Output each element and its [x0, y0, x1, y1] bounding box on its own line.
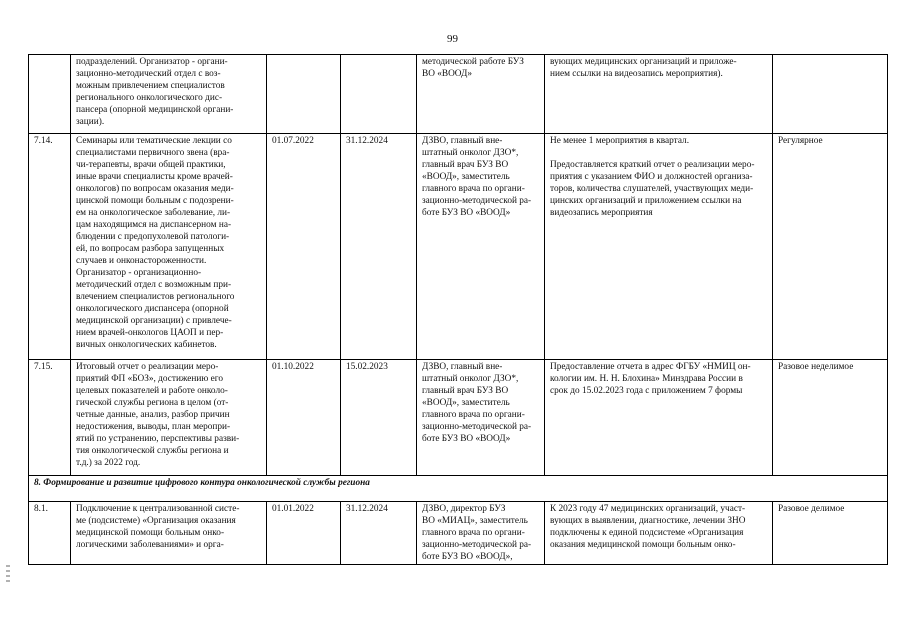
- end-date: 31.12.2024: [341, 502, 417, 565]
- table-row: [29, 55, 888, 134]
- start-date: 01.10.2022: [267, 360, 341, 476]
- executor: ДЗВО, главный вне- штатный онколог ДЗО*, главный врач БУЗ ВО «ВООД», заместитель главного врача по органи- зационно-методической ра- боте БУЗ ВО «ВООД»: [417, 134, 545, 360]
- event-description: подразделений. Организатор - органи- зационно-методический отдел с воз- можным привлечением специалистов регионального онкологического дис- пансера (опорной медицинской органи- зации).: [71, 55, 267, 134]
- page-number: 99: [447, 33, 458, 45]
- executor: ДЗВО, директор БУЗ ВО «МИАЦ», заместитель главного врача по органи- зационно-методической ра- боте БУЗ ВО «ВООД»,: [417, 502, 545, 565]
- section-title: 8. Формирование и развитие цифрового контура онкологической службы региона: [29, 476, 888, 502]
- event-description: Семинары или тематические лекции со специалистами первичного звена (вра- чи-терапевты, врачи общей практики, иные врачи специалисты кроме врачей- онкологов) по вопросам оказания меди- цинской помощи больным с подозрени- ем на онкологическое заболевание, ли- цам находящимся на диспансерном на- блюдении с предопухолевой патологи- ей, по вопросам разбора запущенных случаев и онконастороженности. Организатор - организационно- методический отдел с возможным при- влечением специалистов регионального онкологического диспансера (опорной медицинской организации) с привлече- нием врачей-онкологов ЦАОП и пер- вичных онкологических кабинетов.: [71, 134, 267, 360]
- executor: методической работе БУЗ ВО «ВООД»: [417, 55, 545, 134]
- result: вующих медицинских организаций и приложе- нием ссылки на видеозапись мероприятия).: [545, 55, 773, 134]
- result: К 2023 году 47 медицинских организаций, участ- вующих в выявлении, диагностике, лечении ЗНО подключены к единой подсистеме «Организация оказания медицинской помощи больным онко-: [545, 502, 773, 565]
- event-type: Разовое делимое: [773, 502, 888, 565]
- row-number: 7.14.: [29, 134, 71, 360]
- table-row: [29, 360, 888, 476]
- table-row: [29, 502, 888, 565]
- start-date: 01.01.2022: [267, 502, 341, 565]
- end-date: [341, 55, 417, 134]
- scan-margin-mark: [5, 565, 9, 587]
- start-date: [267, 55, 341, 134]
- result: Предоставление отчета в адрес ФГБУ «НМИЦ он- кологии им. Н. Н. Блохина» Минздрава России в срок до 15.02.2023 года с приложением 7 формы: [545, 360, 773, 476]
- event-type: Разовое неделимое: [773, 360, 888, 476]
- event-type: [773, 55, 888, 134]
- executor: ДЗВО, главный вне- штатный онколог ДЗО*, главный врач БУЗ ВО «ВООД», заместитель главного врача по органи- зационно-методической ра- боте БУЗ ВО «ВООД»: [417, 360, 545, 476]
- event-type: Регулярное: [773, 134, 888, 360]
- event-description: Итоговый отчет о реализации меро- приятий ФП «БОЗ», достижению его целевых показателей и работе онколо- гической службы региона в целом (от- четные данные, анализ, разбор причин недостижения, выводы, план меропри- ятий по устранению, перспективы разви- тия онкологической службы региона и т.д.) за 2022 год.: [71, 360, 267, 476]
- row-number: 8.1.: [29, 502, 71, 565]
- result: Не менее 1 мероприятия в квартал. Предоставляется краткий отчет о реализации меро- приятия с указанием ФИО и должностей организа- торов, количества слушателей, участвующих меди- цинских организаций и приложением ссылки на видеозапись мероприятия: [545, 134, 773, 360]
- end-date: 15.02.2023: [341, 360, 417, 476]
- end-date: 31.12.2024: [341, 134, 417, 360]
- plan-table: [28, 54, 888, 565]
- section-row: [29, 476, 888, 502]
- start-date: 01.07.2022: [267, 134, 341, 360]
- table-row: [29, 134, 888, 360]
- row-number: [29, 55, 71, 134]
- event-description: Подключение к централизованной систе- ме (подсистеме) «Организация оказания медицинской помощи больным онко- логическими заболеваниями» и орга-: [71, 502, 267, 565]
- row-number: 7.15.: [29, 360, 71, 476]
